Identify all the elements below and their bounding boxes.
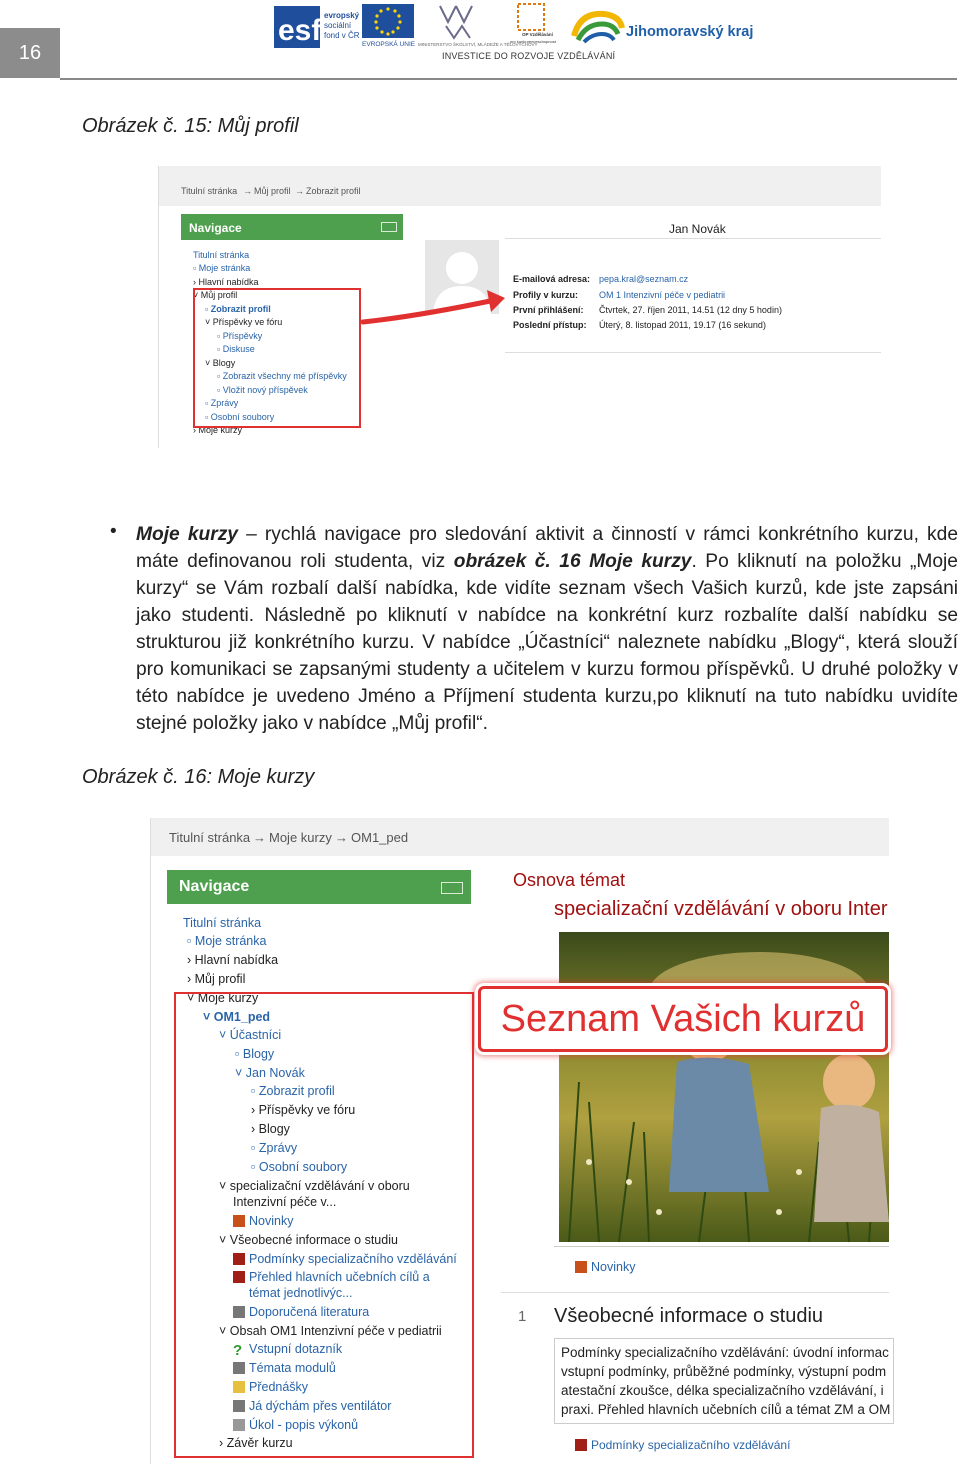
chevron-right-icon: › <box>187 953 195 967</box>
nav-item-my-courses[interactable]: ˅ Moje kurzy <box>187 991 259 1005</box>
highlight-box <box>193 288 361 428</box>
nav-item-my-profile[interactable]: › Můj profil <box>187 972 246 986</box>
nav-item-private-files[interactable]: ▫ Osobní soubory <box>205 412 275 422</box>
nav-item-my-courses[interactable]: › Moje kurzy <box>193 425 243 435</box>
nav-item-literature[interactable]: Doporučená literatura <box>233 1305 369 1319</box>
nav-item-course-content[interactable]: ˅ Obsah OM1 Intenzivní péče v pediatrii <box>219 1324 442 1338</box>
divider <box>501 1292 889 1293</box>
bullet-icon: ▫ <box>205 304 211 314</box>
bullet-icon: ▫ <box>205 412 211 422</box>
svg-text:fond v ČR: fond v ČR <box>324 31 360 40</box>
moje-kurzy-term: Moje kurzy <box>136 524 238 545</box>
chevron-right-icon: › <box>193 425 199 435</box>
chevron-down-icon: ˅ <box>219 1028 230 1042</box>
breadcrumb-home[interactable]: Titulní stránka <box>169 830 251 845</box>
section-number: 1 <box>518 1308 527 1325</box>
course-profiles-value[interactable]: OM 1 Intenzivní péče v pediatrii <box>599 290 726 300</box>
section-summary <box>554 1338 894 1424</box>
esf-logo <box>272 4 360 50</box>
svg-text:pro konkurenceschopnost: pro konkurenceschopnost <box>510 39 556 44</box>
svg-text:sociální: sociální <box>324 21 352 30</box>
highlight-box <box>174 992 474 1458</box>
bullet-icon: ▫ <box>217 371 223 381</box>
questionnaire-icon: ? <box>233 1342 243 1359</box>
nav-item-posts[interactable]: ▫ Příspěvky <box>217 331 263 341</box>
nav-item-conditions[interactable]: Podmínky specializačního vzdělávání <box>233 1252 457 1266</box>
chevron-down-icon: ˅ <box>205 317 213 327</box>
bullet-icon: ▫ <box>205 398 211 408</box>
navigation-block-header <box>181 214 403 240</box>
section-title: Všeobecné informace o studiu <box>554 1305 824 1327</box>
investice-tagline: INVESTICE DO ROZVOJE VZDĚLÁVÁNÍ <box>442 51 616 61</box>
eu-logo <box>362 4 414 48</box>
first-access-label: První přihlášení: <box>513 305 584 315</box>
course-outline-heading: Osnova témat <box>513 870 626 890</box>
last-access-label: Poslední přístup: <box>513 320 587 330</box>
bullet-icon: ▫ <box>251 1160 259 1174</box>
figure-caption-15: Obrázek č. 15: Můj profil <box>82 115 299 137</box>
summary-line: Podmínky specializačního vzdělávání: úvodní informac <box>561 1345 889 1360</box>
nav-item-messages[interactable]: ▫ Zprávy <box>251 1141 298 1155</box>
nav-item-view-profile[interactable]: ▫ Zobrazit profil <box>251 1084 335 1098</box>
divider <box>505 238 881 239</box>
navigation-title: Navigace <box>179 878 250 895</box>
last-access-value: Úterý, 8. listopad 2011, 19.17 (16 sekund) <box>599 320 766 330</box>
divider <box>554 1246 889 1247</box>
nav-item-entry-questionnaire[interactable]: ? Vstupní dotazník <box>233 1342 343 1359</box>
nav-item-lectures[interactable]: Přednášky <box>233 1380 308 1394</box>
your-courses-callout: Seznam Vašich kurzů <box>478 986 888 1052</box>
breadcrumb-home[interactable]: Titulní stránka <box>181 186 238 196</box>
bullet-icon: ▫ <box>187 934 195 948</box>
bullet-icon: ▫ <box>217 331 223 341</box>
breadcrumb-arrow-icon: → <box>295 186 304 196</box>
nav-item-topic-section[interactable]: ˅ specializační vzdělávání v oboru <box>219 1179 410 1193</box>
bullet-icon: ▫ <box>217 385 223 395</box>
summary-line: atestační zkoušce, délka specializačního vzdělávání, i <box>561 1383 884 1398</box>
page-number: 16 <box>0 28 60 78</box>
breadcrumb-course: OM1_ped <box>351 830 409 845</box>
jmk-logo <box>570 6 770 48</box>
screenshot-my-courses <box>150 818 889 1464</box>
nav-item-learning-goals-cont[interactable]: témat jednotlivýc... <box>249 1286 353 1300</box>
bullet-icon: ▫ <box>251 1084 259 1098</box>
profile-name: Jan Novák <box>669 222 726 236</box>
bullet-icon: ▫ <box>217 344 223 354</box>
screenshot-my-profile <box>158 166 881 448</box>
nav-item-my-page[interactable]: ▫ Moje stránka <box>193 263 251 273</box>
nav-item-assignment[interactable]: Úkol - popis výkonů <box>233 1418 358 1432</box>
first-access-value: Čtvrtek, 27. říjen 2011, 14.51 (12 dny 5 hodin) <box>599 305 782 315</box>
block-controls-icon[interactable] <box>441 882 463 894</box>
nav-item-news[interactable]: Novinky <box>233 1214 293 1228</box>
chevron-down-icon: ˅ <box>235 1066 246 1080</box>
summary-line: vstupní podmínky, průběžné podmínky, výstupní podm <box>561 1364 887 1379</box>
nav-item-home[interactable]: Titulní stránka <box>193 250 250 260</box>
forum-icon <box>575 1261 587 1273</box>
nav-item-blogs[interactable]: › Blogy <box>251 1122 290 1136</box>
chevron-down-icon: ˅ <box>187 991 198 1005</box>
breadcrumb-view-profile: Zobrazit profil <box>306 186 361 196</box>
svg-text:esf: esf <box>278 14 322 47</box>
chevron-right-icon: › <box>193 277 199 287</box>
chevron-right-icon: › <box>219 1436 227 1450</box>
svg-text:EVROPSKÁ UNIE: EVROPSKÁ UNIE <box>362 41 416 48</box>
breadcrumb-my-profile[interactable]: Můj profil <box>254 186 291 196</box>
nav-item-view-profile[interactable]: ▫ Zobrazit profil <box>205 304 271 314</box>
body-paragraph: Moje kurzy – rychlá navigace pro sledování aktivit a činností v rámci konkrétního kurzu, kde máte definovanou roli studenta, viz obrázek č. 16 Moje kurzy. Po kliknutí na položku „Moje kurzy“ se Vám rozbalí další nabídka, kde vidíte seznam všech Vašich kurzů, kde jste zapsáni jako studenti. Následně po kliknutí v nabídce na konkrétní kurz rozbalíte další nabídku se strukturou již konkrétního kurzu. V nabídce „Účastníci“ naleznete nabídku „Blogy“, která slouží pro komunikaci se zapsanými studenty a učitelem v kurzu formou příspěvků. U druhé položky v této nabídce je uvedeno Jméno a Příjmení studenta kurzu,po kliknutí na tuto nabídku uvidíte stejné položky jako v nabídce „Můj profil“. <box>136 524 958 734</box>
nav-item-blogs[interactable]: ˅ Blogy <box>205 358 236 368</box>
nav-item-participants-blogs[interactable]: ▫ Blogy <box>235 1047 275 1061</box>
chevron-right-icon: › <box>251 1122 259 1136</box>
figure-reference: obrázek č. 16 Moje kurzy <box>453 551 692 572</box>
header-rule <box>60 78 957 80</box>
news-link[interactable]: Novinky <box>575 1260 635 1274</box>
chevron-down-icon: ˅ <box>203 1010 214 1024</box>
nav-item-course-om1[interactable]: ˅ OM1_ped <box>203 1010 271 1024</box>
nav-item-participants[interactable]: ˅ Účastníci <box>219 1028 282 1042</box>
bullet-icon: ▫ <box>251 1141 259 1155</box>
nav-item-forum-posts[interactable]: ˅ Příspěvky ve fóru <box>205 317 283 327</box>
nav-item-course-end[interactable]: › Závěr kurzu <box>219 1436 293 1450</box>
chevron-down-icon: ˅ <box>219 1179 230 1193</box>
op-vk-logo <box>508 2 566 48</box>
chevron-down-icon: ˅ <box>219 1324 230 1338</box>
chevron-down-icon: ˅ <box>205 358 213 368</box>
chevron-down-icon: ˅ <box>193 290 201 300</box>
summary-line: praxi. Přehled hlavních učebních cílů a témat ZM a OM <box>561 1402 891 1417</box>
nav-item-main-menu[interactable]: › Hlavní nabídka <box>187 953 279 967</box>
divider <box>505 352 881 353</box>
pdf-icon <box>575 1439 587 1451</box>
conditions-link[interactable]: Podmínky specializačního vzdělávání <box>575 1438 790 1452</box>
nav-item-forum-posts[interactable]: › Příspěvky ve fóru <box>251 1103 356 1117</box>
course-photo <box>559 932 889 1242</box>
navigation-block-header <box>167 870 471 904</box>
nav-item-jan-novak[interactable]: ˅ Jan Novák <box>235 1066 305 1080</box>
svg-text:Jihomoravský kraj: Jihomoravský kraj <box>626 24 754 40</box>
nav-item-my-profile[interactable]: ˅ Můj profil <box>193 290 238 300</box>
breadcrumb-arrow-icon: → <box>335 830 348 845</box>
nav-item-general-info[interactable]: ˅ Všeobecné informace o studiu <box>219 1233 398 1247</box>
email-label: E-mailová adresa: <box>513 274 591 284</box>
nav-item-home[interactable]: Titulní stránka <box>183 916 262 930</box>
nav-item-learning-goals[interactable]: Přehled hlavních učebních cílů a <box>233 1270 430 1284</box>
breadcrumb-arrow-icon: → <box>253 830 266 845</box>
nav-item-ventilator[interactable]: Já dýchám přes ventilátor <box>233 1399 391 1413</box>
nav-item-view-my-posts[interactable]: ▫ Zobrazit všechny mé příspěvky <box>217 371 347 381</box>
block-controls-icon[interactable] <box>381 222 397 232</box>
red-arrow-icon <box>359 286 509 331</box>
breadcrumb-my-courses[interactable]: Moje kurzy <box>269 830 332 845</box>
bullet-icon: • <box>110 521 117 542</box>
breadcrumb-arrow-icon: → <box>243 186 252 196</box>
breadcrumb <box>159 166 881 206</box>
course-profiles-label: Profily v kurzu: <box>513 290 579 300</box>
nav-item-main-menu[interactable]: › Hlavní nabídka <box>193 277 259 287</box>
bullet-icon: ▫ <box>235 1047 243 1061</box>
course-title: specializační vzdělávání v oboru Inter <box>554 898 888 920</box>
nav-item-my-page[interactable]: ▫ Moje stránka <box>187 934 267 948</box>
navigation-title: Navigace <box>189 221 242 235</box>
email-value[interactable]: pepa.kral@seznam.cz <box>599 274 689 284</box>
nav-item-add-post[interactable]: ▫ Vložit nový příspěvek <box>217 385 308 395</box>
bullet-icon: ▫ <box>193 263 199 273</box>
figure-caption-16: Obrázek č. 16: Moje kurzy <box>82 766 315 788</box>
chevron-down-icon: ˅ <box>219 1233 230 1247</box>
svg-text:evropský: evropský <box>324 11 360 20</box>
chevron-right-icon: › <box>187 972 195 986</box>
svg-text:OP Vzdělávání: OP Vzdělávání <box>522 32 553 37</box>
breadcrumb <box>151 818 889 856</box>
nav-item-messages[interactable]: ▫ Zprávy <box>205 398 239 408</box>
svg-text:MINISTERSTVO ŠKOLSTVÍ, MLÁDEŽE: MINISTERSTVO ŠKOLSTVÍ, MLÁDEŽE A TĚLOVÝCHOVY <box>418 42 538 47</box>
nav-item-module-topics[interactable]: Témata modulů <box>233 1361 336 1375</box>
nav-item-topic-section-cont: Intenzivní péče v... <box>233 1195 337 1209</box>
nav-item-private-files[interactable]: ▫ Osobní soubory <box>251 1160 348 1174</box>
chevron-right-icon: › <box>251 1103 259 1117</box>
nav-item-discussions[interactable]: ▫ Diskuse <box>217 344 255 354</box>
